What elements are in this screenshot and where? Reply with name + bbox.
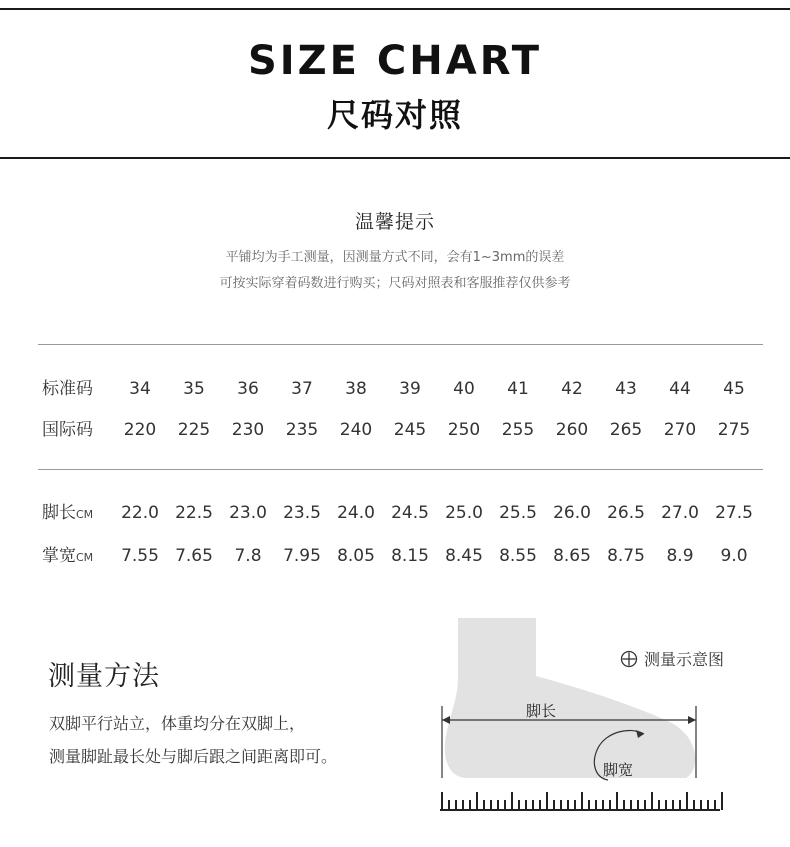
method-title: 测量方法 xyxy=(48,661,160,692)
table-cell: 7.95 xyxy=(283,546,321,566)
row-label xyxy=(42,498,93,530)
table-cell: 225 xyxy=(177,420,211,440)
table-cell: 23.0 xyxy=(229,503,267,523)
table-cell: 44 xyxy=(669,379,691,399)
foot-length-label: 脚长 xyxy=(526,702,557,720)
row-label xyxy=(42,415,93,447)
row-label-text: 脚长 xyxy=(42,503,76,523)
table-cell: 220 xyxy=(123,420,157,440)
table-cell: 7.8 xyxy=(234,546,262,566)
table-cell: 235 xyxy=(285,420,319,440)
table-cell: 24.5 xyxy=(391,503,429,523)
table-cell: 275 xyxy=(717,420,751,440)
table-cell: 26.0 xyxy=(553,503,591,523)
table-cell: 7.65 xyxy=(175,546,213,566)
table-cell: 240 xyxy=(339,420,373,440)
table-cell: 25.0 xyxy=(445,503,483,523)
row-label xyxy=(42,541,93,573)
row-unit: CM xyxy=(76,508,94,521)
table-cell: 9.0 xyxy=(720,546,748,566)
table-cell: 34 xyxy=(129,379,151,399)
table-cell: 38 xyxy=(345,379,367,399)
row-label-text: 标准码 xyxy=(42,379,93,399)
tips-title: 温馨提示 xyxy=(354,211,435,233)
table-cell: 41 xyxy=(507,379,529,399)
row-label-text: 国际码 xyxy=(42,420,93,440)
table-cell: 8.9 xyxy=(666,546,694,566)
row-unit: CM xyxy=(76,551,94,564)
method-line-1: 双脚平行站立，体重均分在双脚上， xyxy=(49,714,306,733)
crosshair-circle-icon xyxy=(620,650,638,668)
table-top-divider xyxy=(38,344,763,345)
top-rule xyxy=(0,8,790,10)
table-cell: 42 xyxy=(561,379,583,399)
table-cell: 25.5 xyxy=(499,503,537,523)
table-cell: 8.65 xyxy=(553,546,591,566)
table-cell: 27.5 xyxy=(715,503,753,523)
table-cell: 8.55 xyxy=(499,546,537,566)
table-cell: 255 xyxy=(501,420,535,440)
table-cell: 7.55 xyxy=(121,546,159,566)
table-cell: 24.0 xyxy=(337,503,375,523)
ruler-ticks xyxy=(442,792,722,810)
table-row xyxy=(0,541,790,571)
table-cell: 36 xyxy=(237,379,259,399)
table-cell: 8.45 xyxy=(445,546,483,566)
table-cell: 260 xyxy=(555,420,589,440)
tips-line-1: 平铺均为手工测量，因测量方式不同，会有1~3mm的误差 xyxy=(225,250,565,265)
diagram-caption-text: 测量示意图 xyxy=(644,650,725,669)
table-cell: 8.05 xyxy=(337,546,375,566)
table-cell: 40 xyxy=(453,379,475,399)
diagram-caption xyxy=(620,647,724,670)
foot-silhouette xyxy=(445,618,696,778)
table-row xyxy=(0,374,790,404)
method-line-2: 测量脚趾最长处与脚后跟之间距离即可。 xyxy=(49,747,338,766)
table-cell: 27.0 xyxy=(661,503,699,523)
table-cell: 35 xyxy=(183,379,205,399)
table-row xyxy=(0,415,790,445)
table-cell: 230 xyxy=(231,420,265,440)
table-cell: 250 xyxy=(447,420,481,440)
title-chinese: 尺码对照 xyxy=(326,96,463,134)
table-cell: 22.0 xyxy=(121,503,159,523)
table-row xyxy=(0,498,790,528)
table-cell: 23.5 xyxy=(283,503,321,523)
tips-line-2: 可按实际穿着码数进行购买；尺码对照表和客服推荐仅供参考 xyxy=(219,276,571,291)
table-cell: 270 xyxy=(663,420,697,440)
table-cell: 39 xyxy=(399,379,421,399)
table-middle-divider xyxy=(38,469,763,470)
table-cell: 245 xyxy=(393,420,427,440)
row-label xyxy=(42,374,93,406)
table-cell: 22.5 xyxy=(175,503,213,523)
header-bottom-rule xyxy=(0,157,790,159)
title-english: SIZE CHART xyxy=(247,38,543,84)
table-cell: 45 xyxy=(723,379,745,399)
table-cell: 26.5 xyxy=(607,503,645,523)
table-cell: 43 xyxy=(615,379,637,399)
table-cell: 8.75 xyxy=(607,546,645,566)
table-cell: 8.15 xyxy=(391,546,429,566)
table-cell: 37 xyxy=(291,379,313,399)
row-label-text: 掌宽 xyxy=(42,546,76,566)
foot-width-label: 脚宽 xyxy=(603,761,634,779)
table-cell: 265 xyxy=(609,420,643,440)
